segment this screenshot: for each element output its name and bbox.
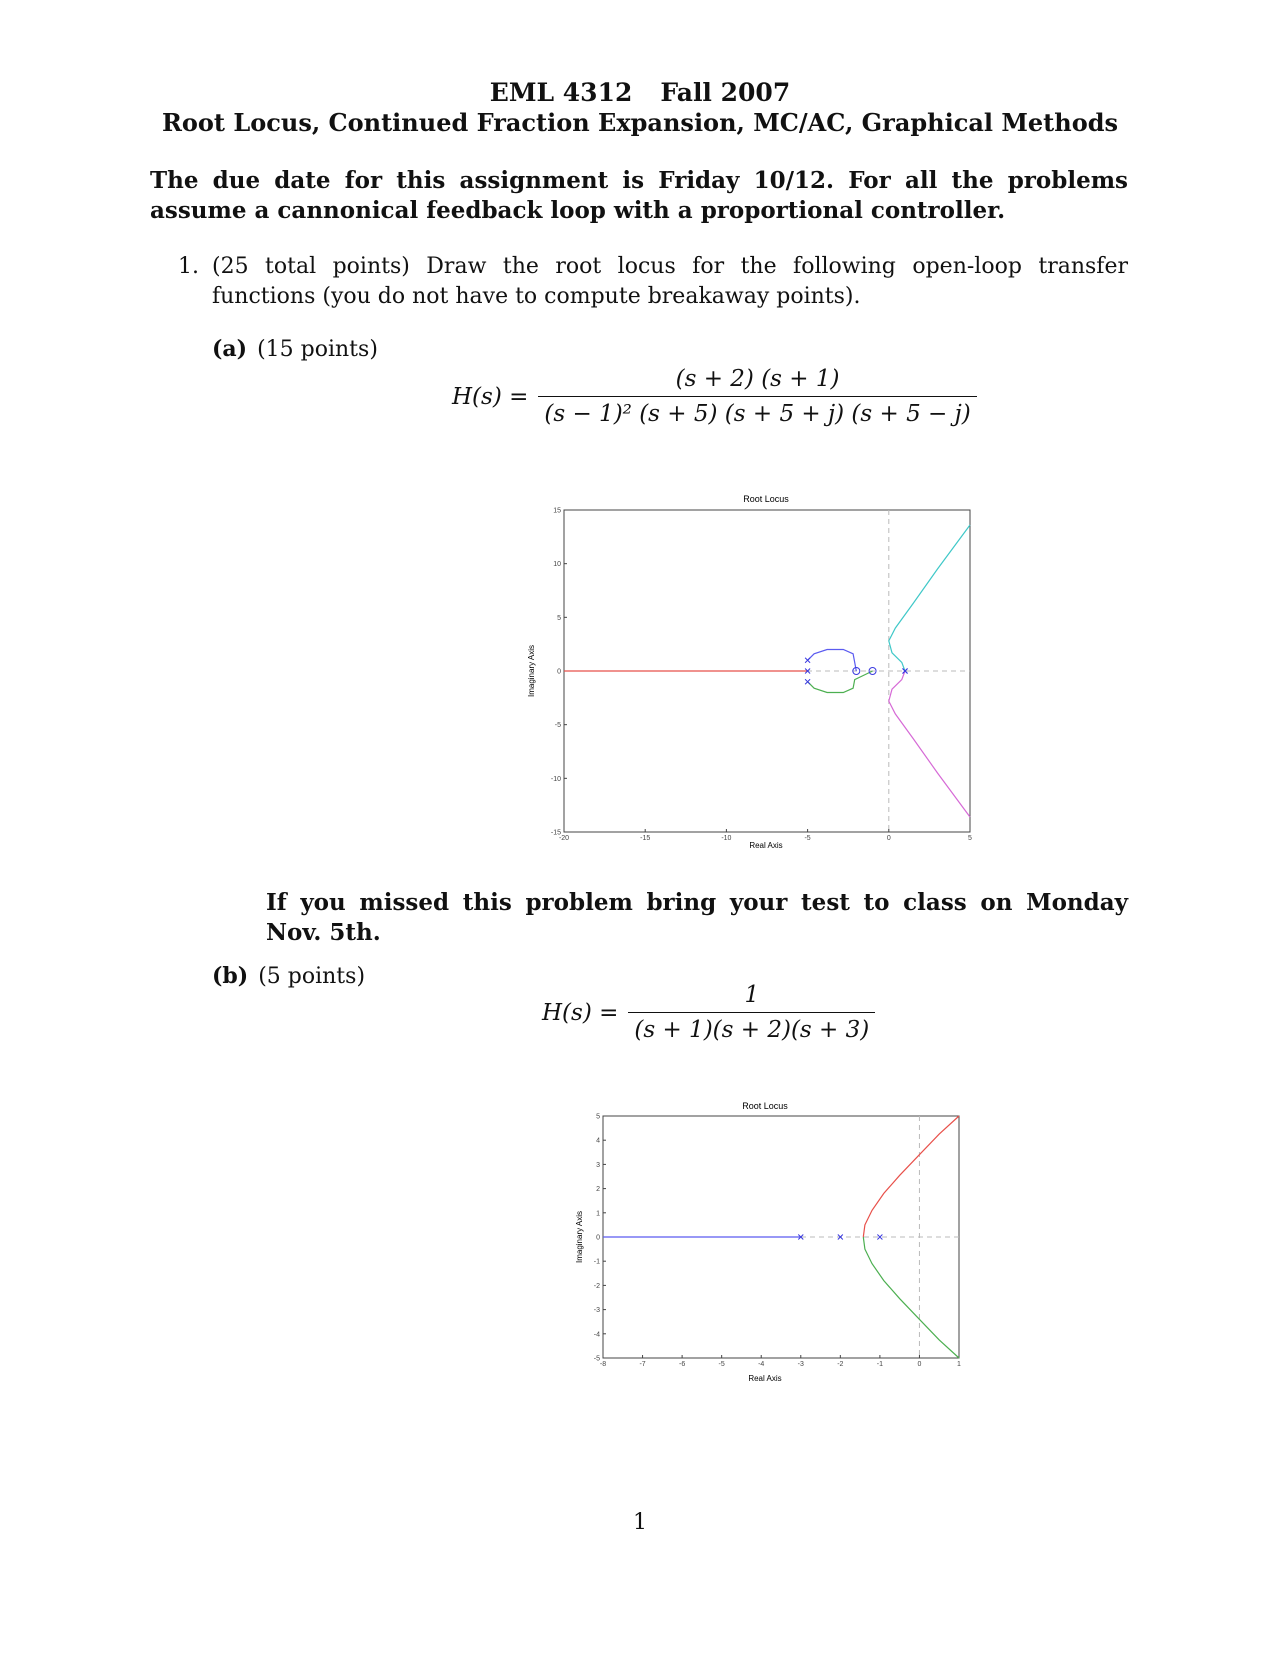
part-b-heading [212, 963, 365, 989]
y-tick-label: 4 [596, 1137, 600, 1145]
header-course-line [0, 78, 1280, 107]
part-b-fraction [628, 982, 875, 1043]
part-b-points: (5 points) [258, 964, 366, 989]
part-a-points: (15 points) [257, 337, 378, 362]
problem-1-number: 1. [178, 254, 199, 279]
x-tick-label: -4 [758, 1361, 765, 1368]
course-term: Fall 2007 [660, 78, 791, 107]
chart-a-axes [551, 508, 972, 843]
pole-marker [805, 658, 810, 663]
part-a-numerator: (s + 2) (s + 1) [675, 366, 840, 392]
y-tick-label: -15 [550, 829, 561, 837]
x-tick-label: -15 [640, 835, 651, 842]
y-tick-label: 15 [553, 507, 561, 515]
x-tick-label: -1 [876, 1361, 884, 1368]
intro-paragraph: The due date for this assignment is Friday 10/12. For all the problems assume a cannonical feedback loop with a proportional controller. [150, 167, 1128, 224]
y-tick-label: 10 [553, 561, 561, 569]
part-b-numerator: 1 [744, 982, 760, 1008]
locus-branch-lower [863, 1237, 959, 1358]
root-locus-chart-b [570, 1100, 961, 1400]
x-tick-label: -8 [599, 1361, 607, 1368]
y-tick-label: -1 [593, 1258, 600, 1266]
chart-a-xlabel: Real Axis [749, 841, 783, 850]
locus-branch-upper-asym [889, 525, 970, 671]
chart-a-ylabel: Imaginary Axis [527, 644, 536, 698]
pole-marker [877, 1235, 882, 1240]
x-tick-label: -10 [721, 835, 732, 842]
y-tick-label: -5 [554, 722, 561, 730]
x-tick-label: -20 [558, 835, 570, 842]
chart-b-title: Root Locus [742, 1101, 788, 1111]
x-tick-label: 1 [957, 1361, 961, 1368]
part-a-denominator: (s − 1)² (s + 5) (s + 5 + j) (s + 5 − j) [538, 396, 976, 427]
y-tick-label: 0 [557, 668, 561, 676]
y-tick-label: -2 [593, 1282, 600, 1290]
x-tick-label: -7 [639, 1361, 646, 1368]
chart-a-title: Root Locus [743, 494, 789, 504]
x-tick-label: -6 [678, 1361, 686, 1368]
part-b-lhs: H(s) = [542, 999, 619, 1026]
y-tick-label: 3 [596, 1161, 600, 1169]
x-tick-label: -5 [804, 835, 811, 842]
part-a-heading [212, 336, 378, 362]
part-b-denominator: (s + 1)(s + 2)(s + 3) [628, 1012, 875, 1043]
part-a-equation [452, 366, 977, 427]
pole-marker [805, 679, 810, 684]
x-tick-label: 5 [968, 835, 972, 842]
y-tick-label: -10 [550, 775, 561, 783]
course-code: EML 4312 [489, 78, 633, 107]
y-tick-label: 5 [557, 614, 561, 622]
part-b-equation [542, 982, 875, 1043]
problem-1-text: (25 total points) Draw the root locus for the following open-loop transfer functions (you do not have to compute breakaway points). [212, 254, 1128, 309]
root-locus-chart-a [520, 485, 1000, 860]
locus-branch-upper-loop [808, 650, 857, 672]
page-number: 1 [633, 1510, 647, 1535]
y-tick-label: -5 [593, 1355, 600, 1363]
chart-b-branches [603, 1116, 959, 1358]
x-tick-label: -3 [797, 1361, 804, 1368]
part-a-fraction [538, 366, 976, 427]
locus-branch-lower-loop [808, 671, 873, 693]
x-tick-label: -2 [837, 1361, 844, 1368]
x-tick-label: -5 [718, 1361, 725, 1368]
y-tick-label: 0 [596, 1234, 600, 1242]
problem-1 [178, 252, 1128, 312]
x-tick-label: 0 [886, 835, 891, 842]
part-a-label: (a) [212, 336, 248, 362]
y-tick-label: 1 [596, 1210, 600, 1218]
y-tick-label: 2 [596, 1186, 600, 1194]
chart-b-xlabel: Real Axis [748, 1374, 782, 1383]
missed-problem-note: If you missed this problem bring your test to class on Monday Nov. 5th. [266, 889, 1128, 946]
chart-b-ylabel: Imaginary Axis [575, 1210, 584, 1264]
x-tick-label: 0 [917, 1361, 922, 1368]
part-a-lhs: H(s) = [452, 383, 529, 410]
part-b-label: (b) [212, 963, 249, 989]
y-tick-label: 5 [596, 1113, 600, 1121]
y-tick-label: -4 [593, 1331, 600, 1339]
locus-branch-upper [863, 1116, 959, 1237]
chart-b-axes [594, 1114, 961, 1369]
y-tick-label: -3 [593, 1307, 600, 1315]
assignment-title: Root Locus, Continued Fraction Expansion, MC/AC, Graphical Methods [161, 108, 1119, 137]
locus-branch-lower-asym [889, 671, 970, 817]
